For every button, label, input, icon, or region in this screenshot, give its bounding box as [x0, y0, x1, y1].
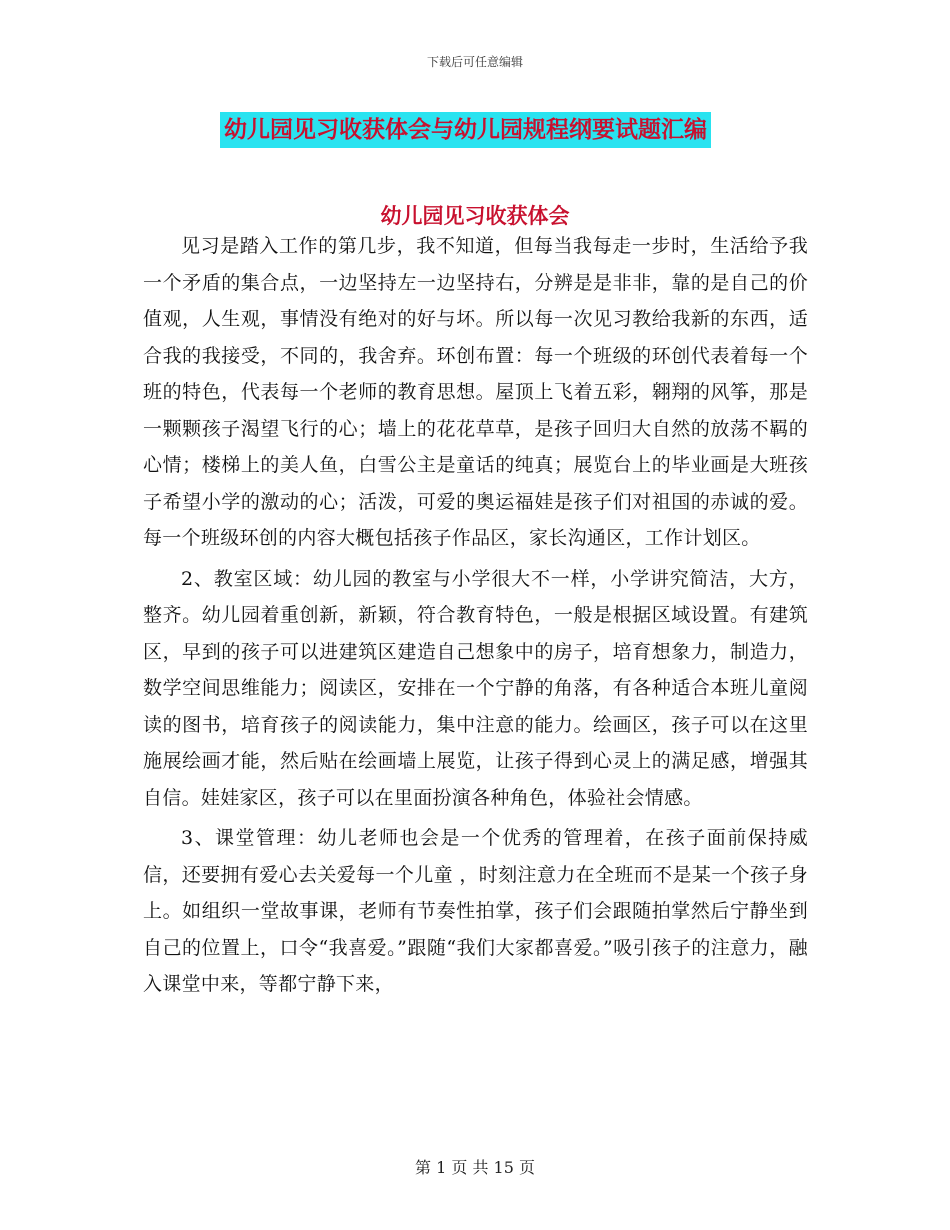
section-title: 幼儿园见习收获体会 [380, 203, 570, 228]
paragraph: 见习是踏入工作的第几步，我不知道，但每当我每走一步时，生活给予我一个矛盾的集合点，一边坚持左一边坚持右，分辨是是非非，靠的是自己的价值观，人生观，事情没有绝对的好与坏。所以每一次见习教给我新的东西，适合我的我接受，不同的，我舍弃。环创布置：每一个班级的环创代表着每一个班的特色，代表每一个老师的教育思想。屋顶上飞着五彩，翱翔的风筝，那是一颗颗孩子渴望飞行的心；墙上的花花草草，是孩子回归大自然的放荡不羁的心情；楼梯上的美人鱼，白雪公主是童话的纯真；展览台上的毕业画是大班孩子希望小学的激动的心；活泼，可爱的奥运福娃是孩子们对祖国的赤诚的爱。每一个班级环创的内容大概包括孩子作品区，家长沟通区，工作计划区。 [143, 235, 808, 549]
paragraph: 2、教室区域：幼儿园的教室与小学很大不一样，小学讲究简洁，大方，整齐。幼儿园着重创新，新颖，符合教育特色，一般是根据区域设置。有建筑区，早到的孩子可以进建筑区建造自己想象中的房子，培育想象力，制造力，数学空间思维能力；阅读区，安排在一个宁静的角落，有各种适合本班儿童阅读的图书，培育孩子的阅读能力，集中注意的能力。绘画区，孩子可以在这里施展绘画才能，然后贴在绘画墙上展览，让孩子得到心灵上的满足感，增强其自信。娃娃家区，孩子可以在里面扮演各种角色，体验社会情感。 [143, 567, 808, 809]
body-text [143, 228, 808, 1003]
page-header-note: 下载后可任意编辑 [426, 55, 523, 69]
document-title: 幼儿园见习收获体会与幼儿园规程纲要试题汇编 [220, 112, 711, 148]
paragraph: 3、课堂管理：幼儿老师也会是一个优秀的管理着，在孩子面前保持威信，还要拥有爱心去关爱每一个儿童 ，时刻注意力在全班而不是某一个孩子身上。如组织一堂故事课，老师有节奏性拍掌，孩子们会跟随拍掌然后宁静坐到自己的位置上，口令“我喜爱。”跟随“我们大家都喜爱。”吸引孩子的注意力，融入课堂中来，等都宁静下来， [143, 827, 808, 995]
page-footer: 第 1 页 共 15 页 [415, 1158, 535, 1177]
